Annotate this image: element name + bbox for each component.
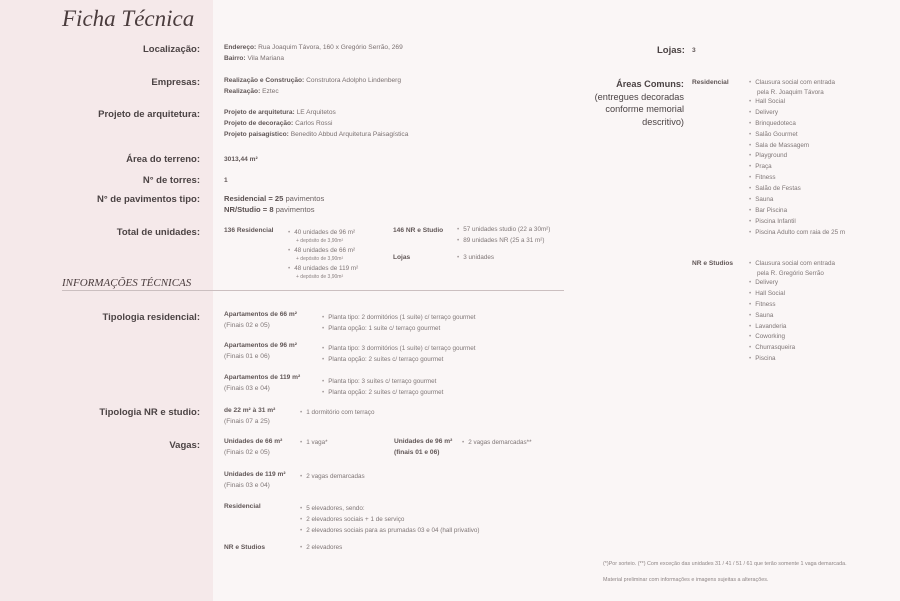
- label-area: Área do terreno:: [126, 154, 200, 165]
- unidades-res-item-sub: + depósito de 3,90m²: [296, 274, 344, 280]
- areas-nr-label: NR e Studios: [692, 260, 734, 267]
- unidades-residencial-label: 136 Residencial: [224, 227, 274, 234]
- tipologia-nr-title: de 22 m² à 31 m²: [224, 407, 276, 414]
- list-item: [749, 217, 845, 228]
- tipologia-title: Apartamentos de 96 m²: [224, 342, 297, 349]
- tipologia-finais: (Finais 03 e 04): [224, 385, 270, 392]
- areas-note-line: descritivo): [642, 116, 684, 127]
- tipologia-item: • Planta tipo: 2 dormitórios (1 suíte) c/ terraço gourmet: [322, 313, 476, 324]
- list-item: [749, 184, 845, 195]
- list-item-text: Clausura social com entrada: [755, 260, 836, 267]
- vagas-119-item: • 2 vagas demarcadas: [300, 472, 365, 483]
- elevadores-residencial-label: Residencial: [224, 503, 261, 510]
- footnote-material: Material preliminar com informações e imagens sujeitas a alterações.: [603, 577, 769, 583]
- torres-value: 1: [224, 177, 228, 184]
- area-value: 3013,44 m²: [224, 156, 258, 163]
- bairro-label: Bairro:: [224, 55, 246, 62]
- list-item-text: Fitness: [755, 174, 776, 182]
- list-item-text: Churrasqueira: [755, 344, 796, 352]
- vagas-66-title: Unidades de 66 m²: [224, 438, 283, 445]
- elevadores-res-item: • 2 elevadores sociais + 1 de serviço: [300, 515, 404, 526]
- label-empresas: Empresas:: [151, 77, 200, 88]
- endereco-value: Rua Joaquim Távora, 160 x Gregório Serrão, 269: [258, 44, 403, 51]
- lojas-value: 3: [692, 47, 696, 54]
- label-tipologia-nr: Tipologia NR e studio:: [99, 407, 200, 418]
- projeto-arquitetura-label: Projeto de arquitetura:: [224, 109, 295, 116]
- tipologia-item: • Planta opção: 2 suítes c/ terraço gourmet: [322, 355, 443, 366]
- list-item-text: Praça: [755, 163, 772, 171]
- list-item-text: Piscina Infantil: [755, 217, 796, 225]
- vagas-96-title: Unidades de 96 m²: [394, 438, 453, 445]
- tipologia-nr-finais: (Finais 07 a 25): [224, 418, 270, 425]
- projeto-arquitetura-line: [224, 108, 336, 119]
- list-item: [749, 195, 845, 206]
- areas-note-line: (entregues decoradas: [594, 91, 684, 102]
- unidades-lojas-item: • 3 unidades: [457, 253, 494, 264]
- projeto-arquitetura-value: LE Arquitetos: [296, 109, 336, 116]
- footnote-vagas: (*)Por sorteio. (**) Com exceção das unidades 31 / 41 / 51 / 61 que terão somente 1 vaga demarcada.: [603, 561, 847, 567]
- realizacao-construcao-label: Realização e Construção:: [224, 77, 305, 84]
- realizacao-line: [224, 87, 279, 98]
- pavimentos-nr-label: NR/Studio = 8: [224, 205, 274, 214]
- pavimentos-res-suffix: pavimentos: [285, 194, 325, 203]
- tipologia-item: • Planta tipo: 3 suítes c/ terraço gourmet: [322, 377, 436, 388]
- tipologia-item: • Planta opção: 2 suítes c/ terraço gourmet: [322, 388, 443, 399]
- list-item-text: Hall Social: [755, 97, 785, 105]
- vagas-119-title: Unidades de 119 m²: [224, 471, 286, 478]
- realizacao-construcao-line: [224, 76, 401, 87]
- tipologia-title: Apartamentos de 66 m²: [224, 311, 297, 318]
- elevadores-nr-item: • 2 elevadores: [300, 543, 342, 554]
- label-pavimentos: N° de pavimentos tipo:: [96, 194, 200, 205]
- unidades-lojas-label: Lojas: [393, 254, 411, 261]
- unidades-nr-item: • 57 unidades studio (22 a 30m²): [457, 225, 550, 236]
- vagas-96-item: • 2 vagas demarcadas**: [462, 438, 532, 449]
- list-item-text: Piscina: [755, 355, 776, 363]
- list-item-text: Playground: [755, 152, 788, 160]
- tipologia-finais: (Finais 02 e 05): [224, 322, 270, 329]
- vagas-66-finais: (Finais 02 e 05): [224, 449, 270, 456]
- list-item: [749, 141, 845, 152]
- list-item-subtext: pela R. Joaquim Távora: [757, 88, 824, 96]
- vagas-96-finais: (finais 01 e 06): [394, 449, 440, 456]
- label-localizacao: Localização:: [142, 44, 200, 55]
- realizacao-label: Realização:: [224, 88, 261, 95]
- list-item: [749, 206, 845, 217]
- list-item-text: Salão Gourmet: [755, 130, 798, 138]
- pavimentos-res-label: Residencial = 25: [224, 194, 284, 203]
- endereco-label: Endereço:: [224, 44, 257, 51]
- bairro-value: Vila Mariana: [247, 55, 284, 62]
- vagas-66-item: • 1 vaga*: [300, 438, 328, 449]
- label-projeto: Projeto de arquitetura:: [98, 109, 200, 120]
- list-item: [749, 151, 845, 162]
- list-item-text: Coworking: [755, 333, 785, 341]
- tipologia-nr-item: • 1 dormitório com terraço: [300, 408, 374, 419]
- label-unidades: Total de unidades:: [116, 227, 200, 238]
- label-vagas: Vagas:: [169, 440, 200, 451]
- list-item: [749, 300, 835, 311]
- vagas-119-finais: (Finais 03 e 04): [224, 482, 270, 489]
- list-item-text: Brinquedoteca: [755, 119, 796, 127]
- projeto-paisagistico-value: Benedito Abbud Arquitetura Paisagística: [290, 131, 409, 138]
- unidades-res-item: • 48 unidades de 66 m²: [288, 246, 355, 257]
- tipologia-item: • Planta tipo: 3 dormitórios (1 suíte) c/ terraço gourmet: [322, 344, 476, 355]
- projeto-paisagistico-line: [224, 130, 408, 141]
- list-item: [749, 173, 845, 184]
- section-divider: [62, 290, 564, 291]
- label-torres: N° de torres:: [142, 175, 200, 186]
- unidades-res-item: • 48 unidades de 119 m²: [288, 264, 358, 275]
- pavimentos-nr-suffix: pavimentos: [275, 205, 315, 214]
- label-lojas: Lojas:: [657, 45, 685, 56]
- list-item-text: Lavanderia: [755, 322, 787, 330]
- projeto-decoracao-line: [224, 119, 332, 130]
- left-label-panel: [0, 0, 213, 601]
- list-item: [749, 162, 845, 173]
- list-item-text: Sauna: [755, 311, 774, 319]
- projeto-decoracao-value: Carlos Rossi: [295, 120, 333, 127]
- list-item: [749, 259, 835, 277]
- tipologia-title: Apartamentos de 119 m²: [224, 374, 301, 381]
- areas-comuns-label-block: [595, 78, 684, 128]
- list-item: [749, 119, 845, 130]
- label-tipologia-residencial: Tipologia residencial:: [102, 312, 200, 323]
- projeto-paisagistico-label: Projeto paisagístico:: [224, 131, 289, 138]
- tipologia-finais: (Finais 01 e 06): [224, 353, 270, 360]
- list-item: [749, 354, 835, 365]
- list-item-text: Fitness: [755, 300, 776, 308]
- list-item-text: Sala de Massagem: [755, 141, 810, 149]
- list-item: [749, 78, 845, 96]
- endereco-line: [224, 43, 403, 54]
- list-item: [749, 332, 835, 343]
- list-item: [749, 130, 845, 141]
- list-item-text: Hall Social: [755, 289, 785, 297]
- realizacao-construcao-value: Construtora Adolpho Lindenberg: [306, 77, 402, 84]
- unidades-res-item-sub: + depósito de 3,90m²: [296, 238, 344, 244]
- list-item-text: Clausura social com entrada: [755, 79, 836, 86]
- list-item-text: Sauna: [755, 196, 774, 204]
- areas-residencial-label: Residencial: [692, 79, 729, 86]
- unidades-nr-label: 146 NR e Studio: [393, 227, 444, 234]
- page-title: Ficha Técnica: [62, 6, 195, 31]
- unidades-nr-item: • 89 unidades NR (25 a 31 m²): [457, 236, 544, 247]
- list-item: [749, 278, 835, 289]
- list-item-text: Delivery: [755, 278, 778, 286]
- list-item: [749, 343, 835, 354]
- elevadores-res-item: • 5 elevadores, sendo:: [300, 504, 365, 515]
- section-title-informacoes-tecnicas: INFORMAÇÕES TÉCNICAS: [62, 277, 192, 289]
- elevadores-res-item: • 2 elevadores sociais para as prumadas 03 e 04 (hall privativo): [300, 526, 479, 537]
- list-item: [749, 322, 835, 333]
- unidades-res-item: • 40 unidades de 96 m²: [288, 228, 355, 239]
- realizacao-value: Eztec: [262, 88, 279, 95]
- list-item: [749, 108, 845, 119]
- areas-note-line: conforme memorial: [605, 104, 684, 114]
- list-item-text: Piscina Adulto com raia de 25 m: [755, 228, 846, 236]
- projeto-decoracao-label: Projeto de decoração:: [224, 120, 294, 127]
- areas-residencial-list: [749, 78, 845, 239]
- unidades-res-item-sub: + depósito de 3,90m²: [296, 256, 344, 262]
- bairro-line: [224, 54, 284, 65]
- pavimentos-nr: [224, 205, 315, 216]
- list-item: [749, 289, 835, 300]
- list-item-subtext: pela R. Gregório Serrão: [757, 269, 824, 277]
- list-item-text: Salão de Festas: [755, 185, 801, 193]
- list-item: [749, 228, 845, 239]
- list-item-text: Bar Piscina: [755, 206, 788, 214]
- elevadores-nr-label: NR e Studios: [224, 544, 266, 551]
- list-item: [749, 311, 835, 322]
- list-item-text: Delivery: [755, 108, 778, 116]
- list-item: [749, 97, 845, 108]
- areas-nr-list: [749, 259, 835, 365]
- label-areas-comuns: Áreas Comuns:: [616, 79, 684, 89]
- tipologia-item: • Planta opção: 1 suíte c/ terraço gourmet: [322, 324, 440, 335]
- pavimentos-residencial: [224, 194, 324, 205]
